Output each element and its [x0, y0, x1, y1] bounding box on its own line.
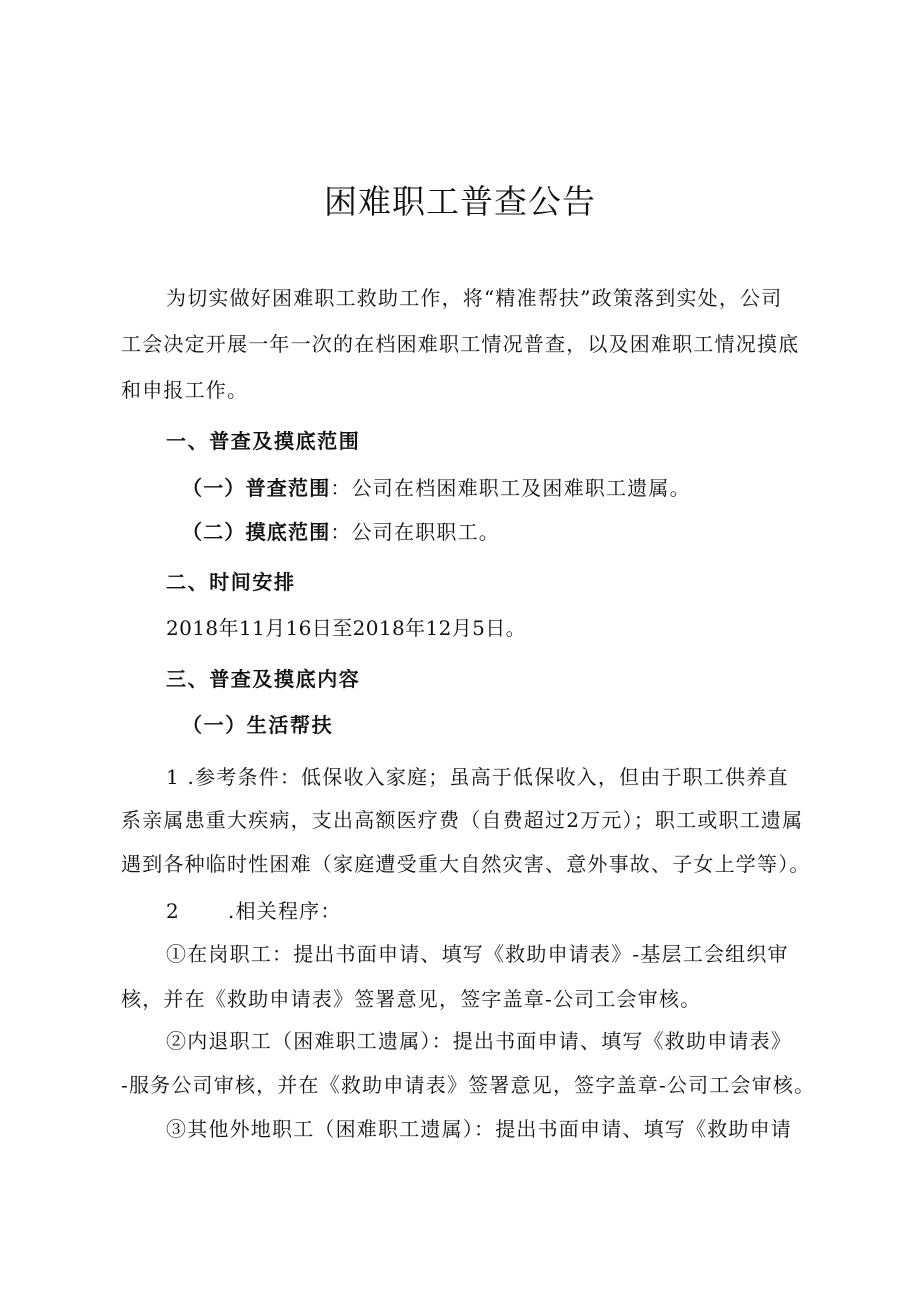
step-line-4: -服务公司审核，并在《救助申请表》签署意见，签字盖章-公司工会审核。 [121, 1073, 816, 1097]
procedure-label: .相关程序： [228, 899, 342, 923]
condition-line-3: 遇到各种临时性困难（家庭遭受重大自然灾害、意外事故、子女上学等）。 [121, 852, 811, 876]
page-title: 困难职工普查公告 [324, 182, 596, 221]
section-1-item-2-label: （二）摸底范围 [182, 520, 331, 544]
step-line-1: ①在岗职工：提出书面申请、填写《救助申请表》-基层工会组织审 [166, 942, 789, 966]
step-line-5: ③其他外地职工（困难职工遗属）：提出书面申请、填写《救助申请 [166, 1117, 792, 1141]
section-1-heading: 一、普查及摸底范围 [166, 429, 361, 453]
step-line-3: ②内退职工（困难职工遗属）：提出书面申请、填写《救助申请表》 [166, 1029, 792, 1053]
section-1-item-1 [182, 474, 691, 502]
condition-line-1: 1 .参考条件：低保收入家庭；虽高于低保收入，但由于职工供养直 [166, 765, 789, 789]
section-2-text: 2018年11月16日至2018年12月5日。 [166, 616, 527, 640]
section-1-item-2-text: ：公司在职职工。 [330, 520, 501, 544]
section-3-heading: 三、普查及摸底内容 [166, 667, 361, 691]
section-1-item-1-text: ：公司在档困难职工及困难职工遗属。 [330, 476, 691, 500]
intro-line-2: 工会决定开展一年一次的在档困难职工情况普查，以及困难职工情况摸底 [121, 332, 800, 356]
intro-line-1: 为切实做好困难职工救助工作，将“精准帮扶”政策落到实处，公司 [166, 286, 783, 310]
section-1-item-1-label: （一）普查范围 [182, 476, 331, 500]
procedure-number: 2 [166, 899, 180, 923]
step-line-2: 核，并在《救助申请表》签署意见，签字盖章-公司工会审核。 [121, 987, 702, 1011]
section-3-sub-1: （一）生活帮扶 [182, 713, 334, 737]
intro-line-3: 和申报工作。 [121, 378, 249, 402]
section-2-heading: 二、时间安排 [166, 570, 296, 594]
section-1-item-2 [182, 518, 500, 546]
condition-line-2: 系亲属患重大疾病，支出高额医疗费（自费超过2万元）；职工或职工遗属 [121, 808, 804, 832]
